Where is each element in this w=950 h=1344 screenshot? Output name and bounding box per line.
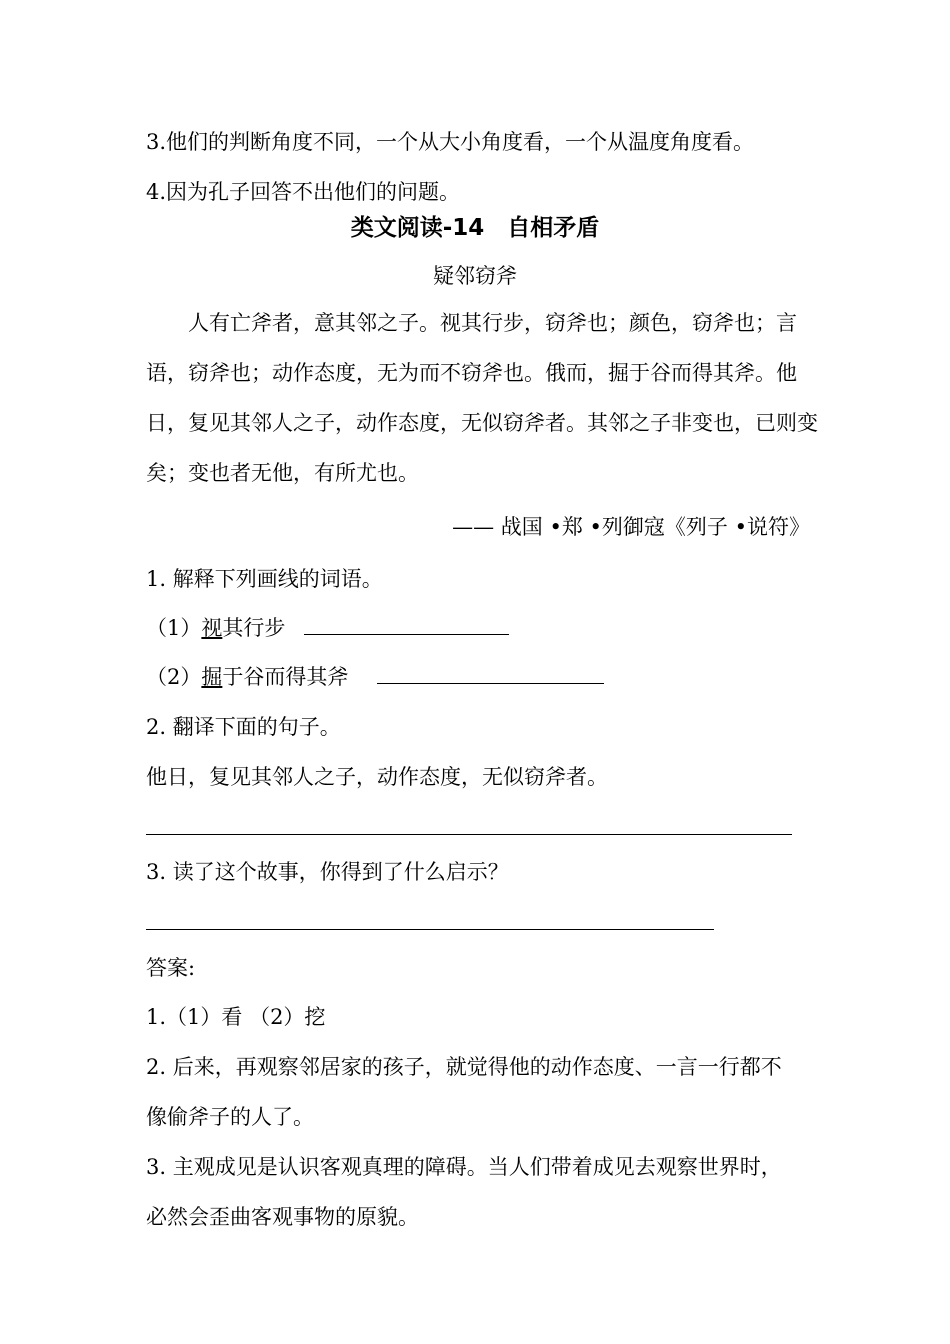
- section-title: 类文阅读-14 自相矛盾: [350, 215, 600, 241]
- item-number: （2）: [146, 665, 202, 689]
- answer-line-q2[interactable]: [146, 834, 792, 835]
- question-2: 2. 翻译下面的句子。: [146, 715, 341, 739]
- question-3: 3. 读了这个故事，你得到了什么启示？: [146, 860, 509, 884]
- question-1: 1. 解释下列画线的词语。: [146, 567, 383, 591]
- previous-answer-4: 4.因为孔子回答不出他们的问题。: [146, 180, 461, 204]
- item-text: 于谷而得其斧: [222, 665, 349, 689]
- passage-text: [146, 298, 826, 498]
- question-1-item-2: [146, 661, 604, 691]
- question-1-item-1: [146, 612, 509, 642]
- answer-2-line-2: 像偷斧子的人了。: [146, 1105, 314, 1129]
- passage-title: 疑邻窃斧: [433, 264, 517, 288]
- answer-line-q3[interactable]: [146, 929, 714, 930]
- previous-answer-3: 3.他们的判断角度不同，一个从大小角度看，一个从温度角度看。: [146, 130, 755, 154]
- item-number: （1）: [146, 616, 202, 640]
- item-text: 其行步: [222, 616, 286, 640]
- answer-3-line-2: 必然会歪曲客观事物的原貌。: [146, 1205, 419, 1229]
- answer-2-line-1: 2. 后来，再观察邻居家的孩子，就觉得他的动作态度、一言一行都不: [146, 1055, 782, 1079]
- question-2-sentence: 他日，复见其邻人之子，动作态度，无似窃斧者。: [146, 765, 608, 789]
- answer-1: 1.（1）看 （2）挖: [146, 1005, 326, 1029]
- answer-blank[interactable]: [377, 663, 604, 684]
- answer-blank[interactable]: [304, 614, 509, 635]
- answer-3-line-1: 3. 主观成见是认识客观真理的障碍。当人们带着成见去观察世界时，: [146, 1155, 782, 1179]
- underlined-word: 掘: [201, 665, 223, 689]
- answer-label: 答案:: [146, 956, 196, 980]
- underlined-word: 视: [201, 616, 223, 640]
- passage-paragraph: 人有亡斧者，意其邻之子。视其行步，窃斧也；颜色，窃斧也；言语，窃斧也；动作态度，无为而不窃斧也。俄而，掘于谷而得其斧。他日，复见其邻人之子，动作态度，无似窃斧者。其邻之子非变也，已则变矣；变也者无他，有所尤也。: [146, 311, 818, 485]
- passage-source: —— 战国 •郑 •列御寇《列子 •说符》: [452, 515, 810, 539]
